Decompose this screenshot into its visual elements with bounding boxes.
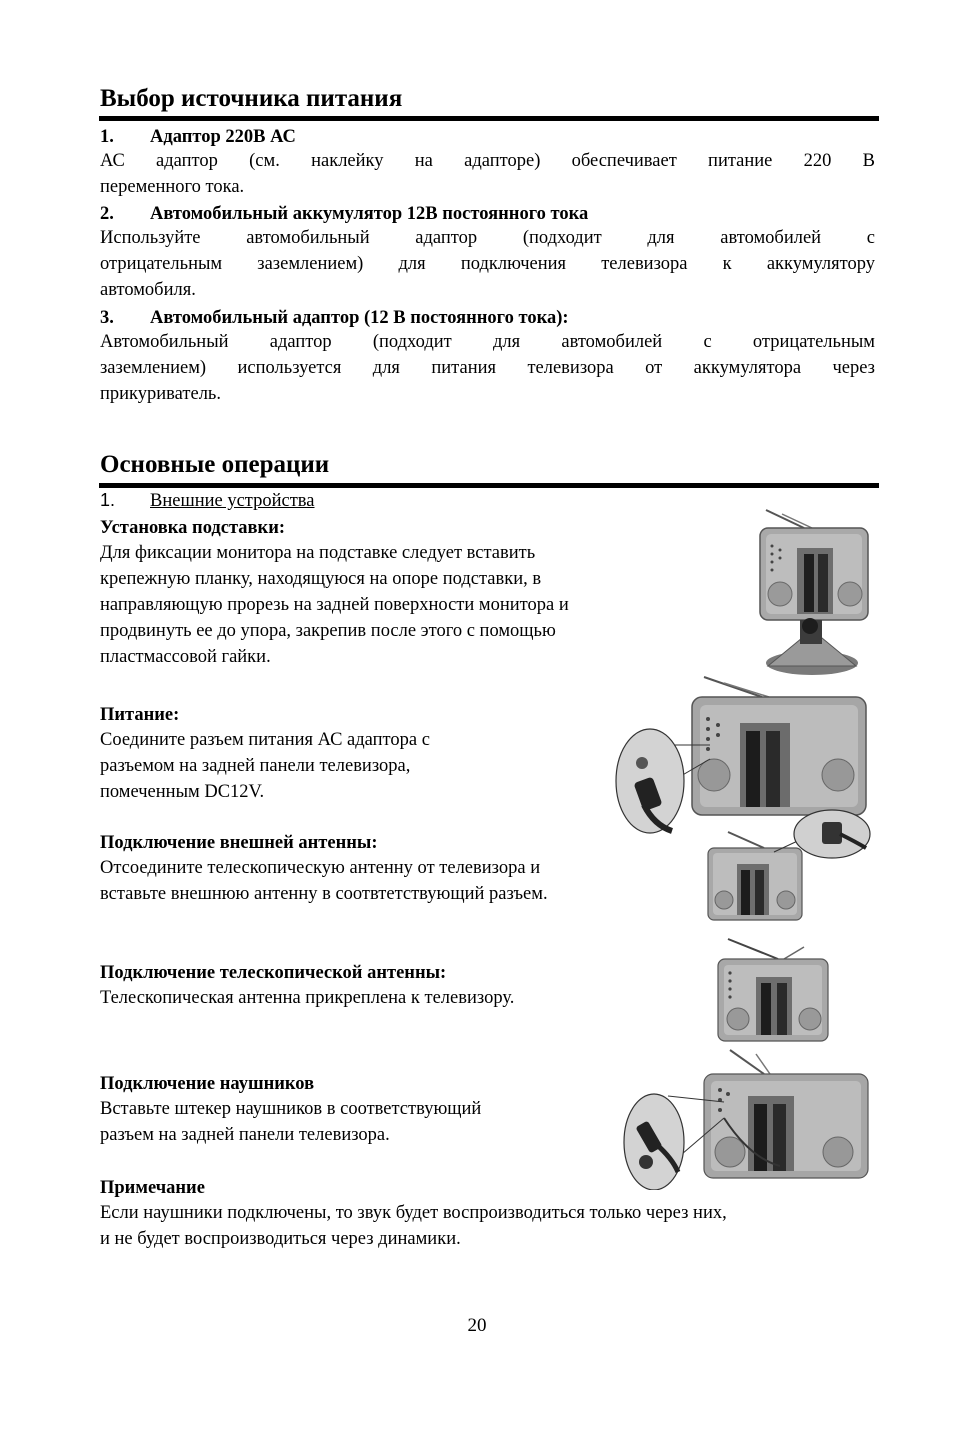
block-text: [100, 727, 430, 805]
item-number: 2.: [100, 204, 114, 224]
item-heading-text: Автомобильный аккумулятор 12В постоянного тока: [150, 204, 589, 224]
item-heading-text: Автомобильный адаптор (12 В постоянного тока):: [150, 308, 569, 328]
block-line: Телескопическая антенна прикреплена к телевизору.: [100, 988, 515, 1008]
block-heading: Подключение телескопической антенны:: [100, 963, 447, 983]
block-heading: Примечание: [100, 1178, 205, 1198]
paragraph-line: заземлением) используется для питания телевизора от аккумулятора через: [100, 358, 875, 378]
section-rule: [99, 116, 879, 121]
block-text: [100, 855, 548, 907]
tv-back-with-stand-photo: [752, 508, 872, 678]
tv-back-external-antenna-photo: [704, 808, 872, 923]
section-title-power-source: Выбор источника питания: [100, 85, 403, 112]
block-heading: Подключение внешней антенны:: [100, 833, 378, 853]
block-line: вставьте внешнюю антенну в соотвтетствующий разъем.: [100, 884, 548, 904]
section-title-basic-operations: Основные операции: [100, 451, 330, 478]
tv-back-telescopic-antenna-photo: [714, 937, 834, 1044]
block-line: направляющую прорезь на задней поверхности монитора и: [100, 595, 569, 615]
paragraph-line: автомобиля.: [100, 280, 196, 300]
block-heading: Питание:: [100, 705, 180, 725]
item-heading: [100, 203, 588, 225]
item-paragraph: [100, 329, 875, 407]
ext-number: 1.: [100, 490, 116, 510]
block-line: Если наушники подключены, то звук будет воспроизводиться только через них,: [100, 1203, 727, 1223]
block-text: [100, 985, 514, 1011]
block-text: [100, 540, 569, 670]
paragraph-line: переменного тока.: [100, 177, 245, 197]
section-rule: [99, 483, 879, 488]
block-heading: Подключение наушников: [100, 1074, 315, 1094]
block-line: Вставьте штекер наушников в соответствующий: [100, 1099, 482, 1119]
paragraph-line: Автомобильный адаптор (подходит для автомобилей с отрицательным: [100, 332, 875, 352]
block-line: пластмассовой гайки.: [100, 647, 271, 667]
block-line: Отсоедините телескопическую антенну от телевизора и: [100, 858, 541, 878]
item-paragraph: [100, 148, 875, 200]
item-heading: [100, 126, 296, 148]
external-devices-heading: [100, 490, 315, 512]
paragraph-line: АС адаптор (см. наклейку на адапторе) обеспечивает питание 220 В: [100, 151, 875, 171]
paragraph-line: Используйте автомобильный адаптор (подходит для автомобилей с: [100, 228, 875, 248]
block-line: и не будет воспроизводиться через динамики.: [100, 1229, 461, 1249]
item-heading-text: Адаптор 220В АС: [150, 127, 296, 147]
paragraph-line: отрицательным заземлением) для подключения телевизора к аккумулятору: [100, 254, 875, 274]
block-text: [100, 1096, 481, 1148]
item-paragraph: [100, 225, 875, 303]
block-text: [100, 1200, 727, 1252]
block-line: крепежную планку, находящуюся на опоре подставки, в: [100, 569, 542, 589]
tv-back-headphones-photo: [620, 1048, 872, 1190]
block-heading: Установка подставки:: [100, 518, 286, 538]
ext-label: Внешние устройства: [150, 491, 315, 511]
item-heading: [100, 307, 569, 329]
item-number: 1.: [100, 127, 114, 147]
block-line: Для фиксации монитора на подставке следует вставить: [100, 543, 536, 563]
block-line: разъемом на задней панели телевизора,: [100, 756, 411, 776]
block-line: Соедините разъем питания АС адаптора с: [100, 730, 430, 750]
paragraph-line: прикуриватель.: [100, 384, 221, 404]
page-number: 20: [467, 1315, 487, 1336]
block-line: продвинуть ее до упора, закрепив после этого с помощью: [100, 621, 556, 641]
item-number: 3.: [100, 308, 114, 328]
block-line: помеченным DC12V.: [100, 782, 265, 802]
block-line: разъем на задней панели телевизора.: [100, 1125, 390, 1145]
